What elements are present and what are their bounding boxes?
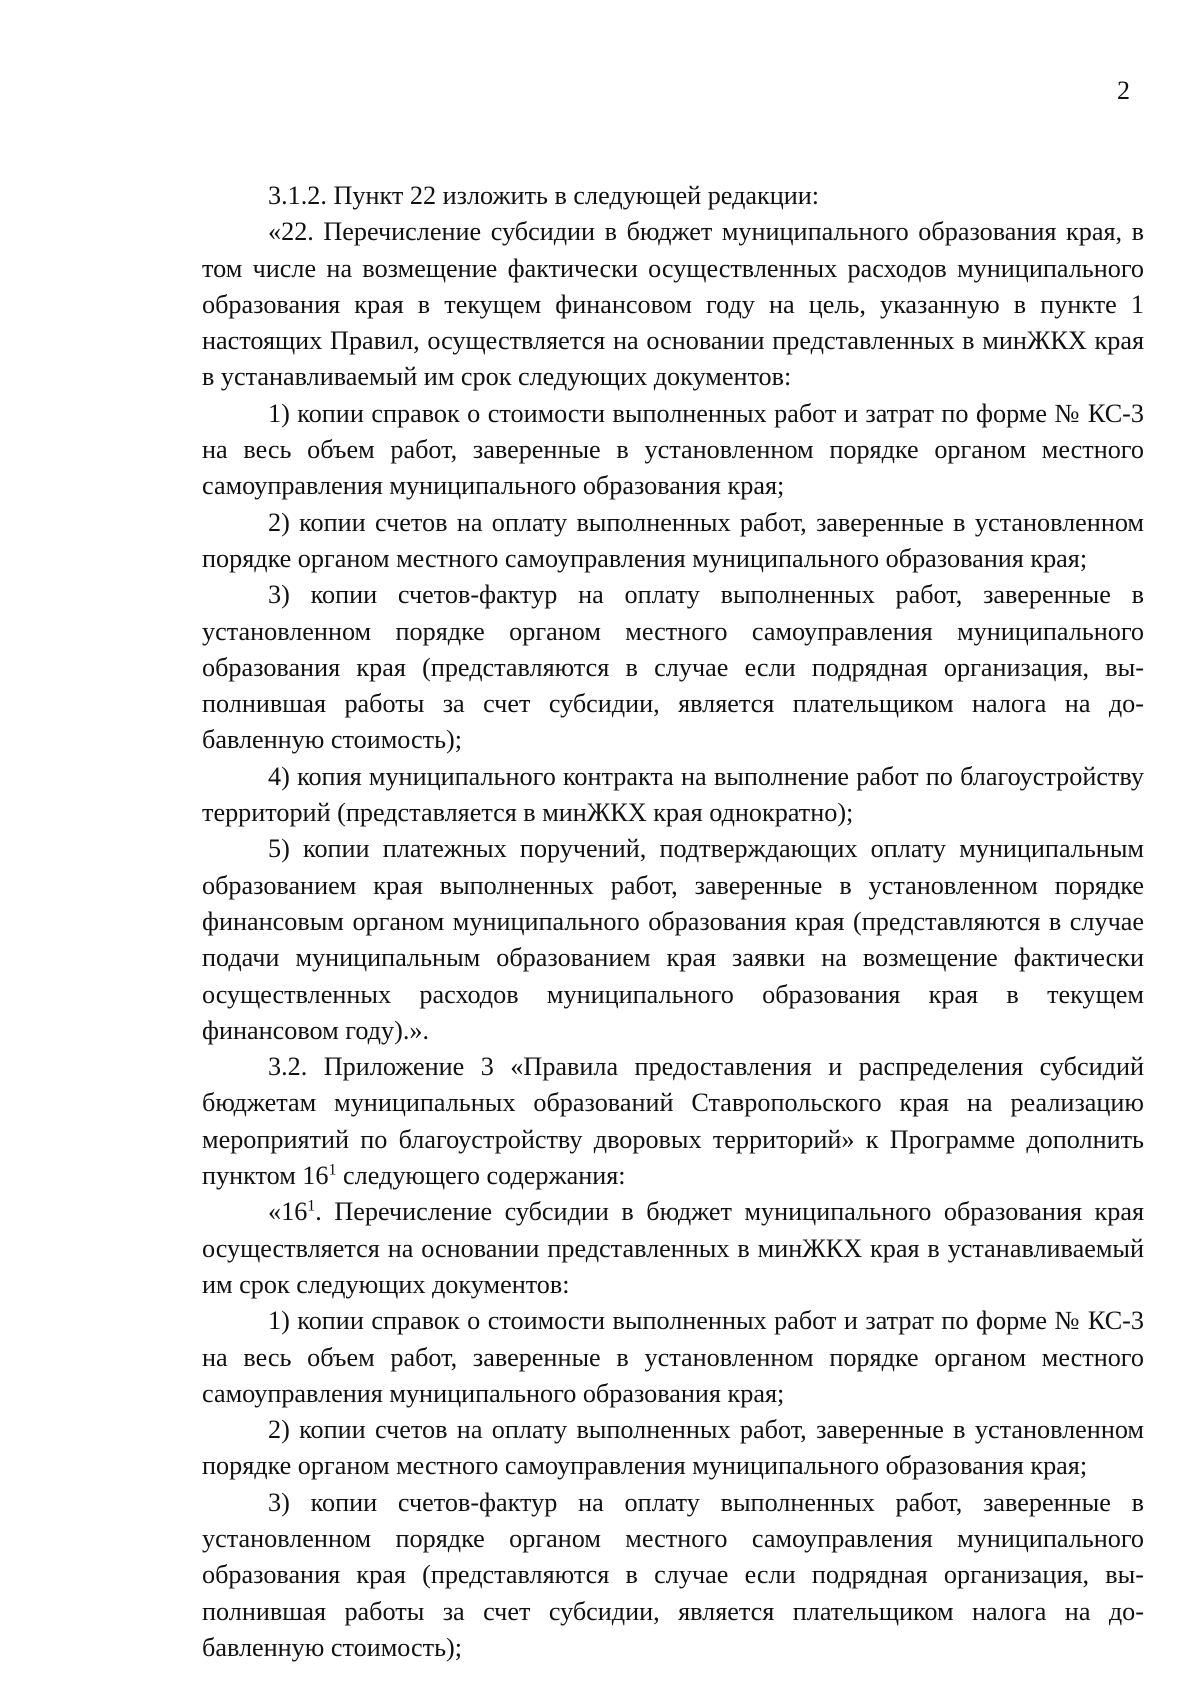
superscript: 1 — [307, 1197, 316, 1215]
paragraph-text: «16 — [268, 1197, 308, 1227]
paragraph-item-16-1 — [202, 1194, 1144, 1303]
paragraph-text: 3) копии счетов-фактур на оплату выполненных работ, заверенные в установленном порядке органом местного самоуправления муниципального образования края (представляются в случае если подрядная организация, выполнившая работы за счет субсидии, является плательщиком налога на добавленную стоимость); — [202, 580, 1144, 755]
paragraph-text: 2) копии счетов на оплату выполненных работ, заверенные в установленном порядке органом местного самоуправления муниципального образования края; — [202, 507, 1144, 573]
paragraph-text: 1) копии справок о стоимости выполненных работ и затрат по форме № КС-3 на весь объем работ, заверенные в установленном порядке органом местного самоуправления муниципального образования края; — [202, 398, 1144, 501]
page-number: 2 — [1117, 76, 1130, 105]
list-item-1 — [202, 396, 1144, 505]
list-item-5 — [202, 831, 1144, 1049]
list-item-1-second — [202, 1303, 1144, 1412]
paragraph-text: «22. Перечисление субсидии в бюджет муниципального образования края, в том числе на возмещение фактически осуществленных расходов муниципального образования края в текущем финансовом году на цель, указанную в пункте 1 настоящих Правил, осуществляется на основании представленных в минЖКХ края в устанавливаемый им срок следующих документов: — [202, 217, 1144, 392]
paragraph-item-22 — [202, 214, 1144, 395]
paragraph-text: 1) копии справок о стоимости выполненных работ и затрат по форме № КС-3 на весь объем работ, заверенные в установленном порядке органом местного самоуправления муниципального образования края; — [202, 1306, 1144, 1408]
paragraph-text-after: следующего содержания: — [336, 1161, 626, 1191]
paragraph-text: 3) копии счетов-фактур на оплату выполненных работ, заверенные в установленном порядке органом местного самоуправления муниципального образования края (представляются в случае если подрядная организация, выполнившая работы за счет субсидии, является плательщиком налога на добавленную стоимость); — [202, 1487, 1144, 1662]
superscript: 1 — [328, 1161, 337, 1179]
list-item-4 — [202, 759, 1144, 832]
paragraph-text: 2) копии счетов на оплату выполненных работ, заверенные в установленном порядке органом местного самоуправления муниципального образования края; — [202, 1415, 1144, 1481]
list-item-2-second — [202, 1412, 1144, 1485]
list-item-3 — [202, 577, 1144, 758]
paragraph-text: 3.1.2. Пункт 22 изложить в следующей редакции: — [268, 181, 820, 210]
list-item-3-second — [202, 1485, 1144, 1666]
paragraph-text: 5) копии платежных поручений, подтверждающих оплату муниципальным образованием края выполненных работ, заверенные в установленном порядке финансовым органом муниципального образования края (представляются в случае подачи муниципальным образованием края заявки на возмещение фактически осуществленных расходов муниципального образования края в текущем финансовом году).». — [202, 834, 1144, 1045]
paragraph-text-after: . Перечисление субсидии в бюджет муниципального образования края осуществляется на основании представленных в минЖКХ края в устанавливаемый им срок следующих документов: — [202, 1197, 1144, 1299]
paragraph-text: 3.2. Приложение 3 «Правила предоставления и распределения субсидий бюджетам муниципальных образований Ставропольского края на реализацию мероприятий по благоустройству дворовых территорий» к Программе дополнить пунктом 16 — [202, 1052, 1144, 1191]
document-body — [202, 178, 1144, 1666]
paragraph-text: 4) копия муниципального контракта на выполнение работ по благоустройству территорий (представляется в минЖКХ края однократно); — [202, 761, 1144, 828]
list-item-2 — [202, 505, 1144, 578]
paragraph-3-1-2 — [202, 178, 1144, 214]
paragraph-3-2 — [202, 1049, 1144, 1194]
